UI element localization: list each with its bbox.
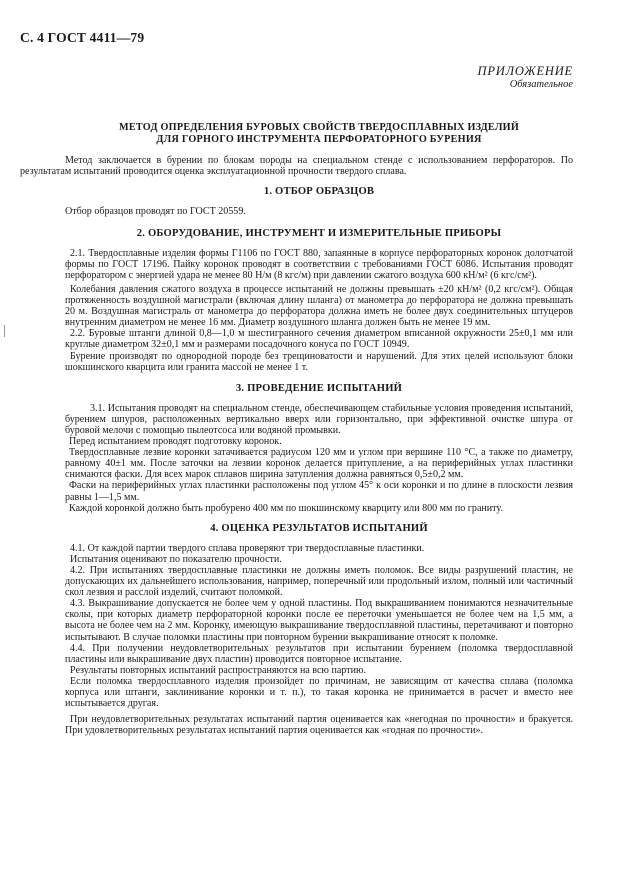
title-line-2: ДЛЯ ГОРНОГО ИНСТРУМЕНТА ПЕРФОРАТОРНОГО БУРЕНИЯ — [156, 133, 482, 145]
appendix-status: Обязательное — [509, 79, 573, 90]
s3-paragraph-5: Каждой коронкой должно быть пробурено 400 мм по шокшинскому кварциту или 800 мм по граниту. — [69, 502, 503, 514]
page-header: С. 4 ГОСТ 4411—79 — [20, 30, 145, 45]
s2-paragraph-1: 2.1. Твердосплавные изделия формы Г1106 по ГОСТ 880, запаянные в корпусе перфораторных коронок долотчатой формы по ГОСТ 17196. Пайку коронок проводят в соответствии с требованиями ГОСТ 6086. Испытания проводят перфоратором с энергией удара не менее 80 Н/м (8 кгс/м) при давлении сжатого воздуха 600 кН/м² (6 кгс/см²). — [65, 247, 573, 281]
s4-paragraph-8: При неудовлетворительных результатах испытаний партия оценивается как «негодная по прочности» и бракуется. При удовлетворительных результатах испытаний партия оценивается как «годная по прочности». — [65, 714, 573, 737]
section-3-heading: 3. ПРОВЕДЕНИЕ ИСПЫТАНИЙ — [235, 382, 403, 394]
s4-paragraph-1: 4.1. От каждой партии твердого сплава проверяют три твердосплавные пластинки. — [70, 542, 425, 554]
s4-paragraph-3: 4.2. При испытаниях твердосплавные пластинки не должны иметь поломок. Все виды разрушений пластин, не допускающих их дальнейшего использования, например, поперечный или продольный излом, полный или частичный скол лезвия и расслой изделий, считают поломкой. — [65, 565, 573, 599]
s4-paragraph-7: Если поломка твердосплавного изделия произойдет по причинам, не зависящим от качества сплава (поломка корпуса или штанги, заклинивание коронки и т. п.), то такая коронка не принимается в расчет и вместо нее испытывается другая. — [65, 675, 573, 710]
s3-paragraph-1: 3.1. Испытания проводят на специальном стенде, обеспечивающем стабильные условия проведения испытаний, бурением шпуров, расположенных вертикально вверх или горизонтально, при эффективной очистке шпура от буровой мелочи с помощью пылеотсоса или водяной промывки. — [65, 402, 573, 436]
document-body — [20, 122, 573, 737]
s3-paragraph-4: Фаски на периферийных углах пластинки расположены под углом 45° к оси коронки и по длине в плоскости лезвия равны 1—1,5 мм. — [65, 480, 573, 503]
appendix-label — [478, 64, 573, 92]
s3-paragraph-3: Твердосплавные лезвие коронки затачивается радиусом 120 мм и углом при вершине 110 °С, а также по диаметру, равному 40±1 мм. После заточки на лезвии коронок делается притупление, а на периферийных углах пластинки снимаются фаски. Для всех марок сплавов ширина затупления должна равняться 0,5±0,2 мм. — [65, 447, 573, 481]
section-2-heading: 2. ОБОРУДОВАНИЕ, ИНСТРУМЕНТ И ИЗМЕРИТЕЛЬНЫЕ ПРИБОРЫ — [136, 227, 502, 239]
section-1-heading: 1. ОТБОР ОБРАЗЦОВ — [263, 186, 375, 198]
s1-paragraph: Отбор образцов проводят по ГОСТ 20559. — [65, 206, 246, 218]
s3-paragraph-2: Перед испытанием проводят подготовку коронок. — [69, 436, 282, 448]
s4-paragraph-6: Результаты повторных испытаний распространяются на всю партию. — [70, 664, 366, 676]
s4-paragraph-2: Испытания оценивают по показателю прочности. — [70, 553, 282, 565]
section-4-heading: 4. ОЦЕНКА РЕЗУЛЬТАТОВ ИСПЫТАНИЙ — [210, 522, 428, 534]
s2-paragraph-2: Колебания давления сжатого воздуха в процессе испытаний не должны превышать ±20 кН/м² (0,2 кгс/см²). Общая протяженность воздушной магистрали (включая длину шланга) от манометра до перфоратора не должна превышать 20 м. Воздушная магистраль от манометра до перфоратора должна иметь не более двух соединительных штуцеров внутренним диаметром не менее 16 мм. Диаметр воздушного шланга должен быть не менее 19 мм. — [65, 283, 573, 329]
s2-paragraph-4: Бурение производят по однородной породе без трещиноватости и нарушений. Для этих целей используют блоки шокшинского кварцита или гранита массой не менее 1 т. — [65, 350, 573, 373]
s2-paragraph-3: 2.2. Буровые штанги длиной 0,8—1,0 м шестигранного сечения диаметром вписанной окружности 25±0,1 мм или круглые диаметром 32±0,1 мм и размерами посадочного конуса по ГОСТ 10949. — [65, 328, 573, 351]
document-title — [65, 122, 573, 145]
margin-mark — [4, 325, 5, 337]
s4-paragraph-5: 4.4. При получении неудовлетворительных результатов при испытании бурением (поломка твердосплавной пластины или выкрашивание двух пластин) проводится повторное испытание. — [65, 642, 573, 665]
title-line-1: МЕТОД ОПРЕДЕЛЕНИЯ БУРОВЫХ СВОЙСТВ ТВЕРДОСПЛАВНЫХ ИЗДЕЛИЙ — [118, 122, 520, 133]
appendix-title: ПРИЛОЖЕНИЕ — [477, 64, 573, 78]
s4-paragraph-4: 4.3. Выкрашивание допускается не более чем у одной пластины. Под выкрашиванием понимаются незначительные сколы, при которых диаметр перфораторной коронки после ее переточки уменьшается не более чем на 1,5 мм, а высота не более чем на 2 мм. Коронку, имеющую выкрашивание твердосплавной пластины, перетачивают и повторно испытывают. В случае поломки пластины при повторном бурении выкрашивание относят к поломке. — [65, 598, 573, 643]
intro-paragraph: Метод заключается в бурении по блокам породы на специальном стенде с использованием перфораторов. По результатам испытаний проводится оценка эксплуатационной прочности твердого сплава. — [20, 155, 573, 178]
